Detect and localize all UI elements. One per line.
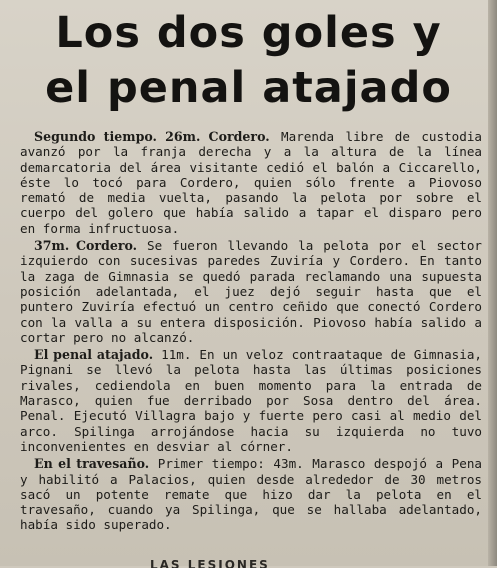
paragraph-text: Se fueron llevando la pelota por el sector izquierdo con sucesivas paredes Zuviría y Cordero. En tanto la zaga de Gimnasia se quedó parada reclamando una supuesta posición adelantada, el juez dejó seguir hasta que el puntero Zuviría efectuó un centro ceñido que conectó Cordero con la valla a su entera disposición. Piovoso había salido a cortar pero no alcanzó.	[20, 238, 482, 345]
paragraph-second-goal	[20, 238, 482, 345]
paragraph-lead: Segundo tiempo. 26m. Cordero.	[34, 129, 270, 144]
next-section-heading: LAS LESIONES	[150, 558, 270, 568]
paragraph-text: Marenda libre de custodia avanzó por la franja derecha y a la altura de la línea demarcatoria del área visitante cedió el balón a Ciccarello, éste lo tocó para Cordero, quien sólo frente a Piovoso remató de media vuelta, pasando la pelota por sobre el cuerpo del golero que había salido a tapar el disparo pero en forma infructuosa.	[20, 129, 483, 236]
paragraph-crossbar	[20, 456, 482, 532]
paragraph-text: Primer tiempo: 43m. Marasco despojó a Pena y habilitó a Palacios, quien desde alrededor de 30 metros sacó un potente remate que hizo dar la pelota en el travesaño, cuando ya Spilinga, que se hallaba adelantado, había sido superado.	[20, 456, 483, 533]
paragraph-lead: 37m. Cordero.	[34, 238, 138, 254]
paragraph-text: 11m. En un veloz contraataque de Gimnasia, Pignani se llevó la pelota hasta las últimas posiciones rivales, cediendola en buen momento para la entrada de Marasco, quien fue derribado por Sosa dentro del área. Penal. Ejecutó Villagra bajo y fuerte pero casi al medio del arco. Spilinga arrojándose hacia su izquierda no tuvo inconvenientes en desviar al córner.	[20, 347, 483, 454]
article-body	[20, 129, 482, 535]
headline-line-1: Los dos goles y	[55, 8, 442, 58]
headline	[0, 6, 497, 116]
paragraph-first-goal	[20, 129, 482, 236]
paragraph-lead: El penal atajado.	[34, 347, 154, 363]
paragraph-lead: En el travesaño.	[34, 456, 150, 472]
headline-line-2: el penal atajado	[45, 63, 452, 113]
paragraph-penalty	[20, 347, 482, 454]
